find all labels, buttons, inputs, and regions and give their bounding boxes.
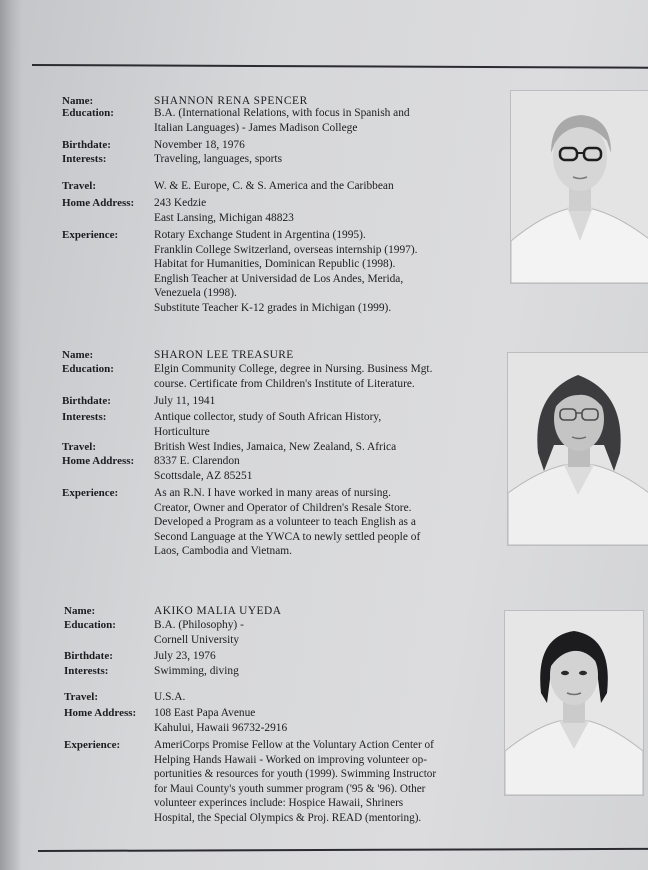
birthdate-label: Birthdate: [62,395,111,407]
birthdate-label: Birthdate: [62,139,111,151]
education-value [154,618,244,647]
experience-line: portunities & resources for youth (1999). Swimming Instructor [154,768,437,780]
education-line: B.A. (Philosophy) - [154,619,244,631]
experience-value [154,486,420,559]
address-line: 108 East Papa Avenue [154,707,256,719]
education-label: Education: [64,619,116,631]
travel-label: Travel: [62,441,97,453]
portrait-photo-2 [507,352,648,546]
profile-entry-1 [62,94,512,314]
education-label: Education: [62,363,114,375]
address-line: Scottsdale, AZ 85251 [154,469,253,482]
interests-line: Horticulture [154,425,210,438]
top-rule [32,64,648,69]
profile-name: AKIKO MALIA UYEDA [154,605,282,617]
profile-entry-2 [62,348,512,568]
home-address-label: Home Address: [62,197,135,209]
travel-value: U.S.A. [154,691,186,703]
interests-label: Interests: [62,411,107,423]
interests-line: Antique collector, study of South African History, [154,411,382,423]
travel-label: Travel: [62,180,97,192]
home-address-label: Home Address: [62,455,135,467]
experience-line: Rotary Exchange Student in Argentina (1995). [154,229,366,241]
interests-value: Swimming, diving [154,665,239,677]
portrait-photo-1 [510,90,648,284]
experience-line: English Teacher at Universidad de Los Andes, Merida, [154,272,404,285]
experience-line: Substitute Teacher K-12 grades in Michigan (1999). [154,301,392,314]
experience-label: Experience: [62,487,119,499]
birthdate-label: Birthdate: [64,650,113,662]
profile-name: SHANNON RENA SPENCER [154,95,308,107]
experience-line: Venezuela (1998). [154,287,237,299]
birthdate-value: November 18, 1976 [154,139,245,151]
name-label: Name: [62,349,94,361]
education-line: course. Certificate from Children's Institute of Literature. [154,377,415,390]
education-line: Italian Languages) - James Madison College [154,121,358,134]
address-line: 243 Kedzie [154,197,207,209]
experience-line: Second Language at the YWCA to newly settled people of [154,530,421,543]
home-address-value [154,706,287,735]
experience-line: for Maui County's youth summer program ('95 & '96). Other [154,782,426,795]
education-value [154,106,410,135]
experience-value [154,228,418,315]
experience-line: Creator, Owner and Operator of Children's Resale Store. [154,501,412,514]
bottom-rule [38,848,648,852]
address-line: Kahului, Hawaii 96732-2916 [154,721,288,734]
experience-line: Laos, Cambodia and Vietnam. [154,545,292,557]
interests-label: Interests: [64,665,109,677]
travel-value: British West Indies, Jamaica, New Zealand, S. Africa [154,441,397,453]
interests-value [154,410,381,439]
address-line: East Lansing, Michigan 48823 [154,211,294,224]
address-line: 8337 E. Clarendon [154,455,240,467]
experience-label: Experience: [62,229,119,241]
experience-line: Hospital, the Special Olympics & Proj. READ (mentoring). [154,811,422,824]
experience-line: Franklin College Switzerland, overseas internship (1997). [154,243,418,256]
experience-line: As an R.N. I have worked in many areas of nursing. [154,487,391,499]
interests-label: Interests: [62,153,107,165]
experience-label: Experience: [64,739,121,751]
name-label: Name: [64,605,96,617]
portrait-photo-3 [504,610,644,796]
profile-entry-3 [64,604,514,824]
experience-line: Habitat for Humanities, Dominican Republic (1998). [154,258,396,270]
education-line: Elgin Community College, degree in Nursing. Business Mgt. [154,363,433,375]
birthdate-value: July 23, 1976 [154,650,216,662]
interests-value: Traveling, languages, sports [154,153,283,165]
experience-line: AmeriCorps Promise Fellow at the Voluntary Action Center of [154,739,434,751]
name-label: Name: [62,95,94,107]
experience-line: volunteer experinces include: Hospice Hawaii, Shriners [154,797,404,809]
education-label: Education: [62,107,114,119]
home-address-value [154,196,294,225]
page-binding-shadow [0,0,22,870]
birthdate-value: July 11, 1941 [154,395,216,407]
home-address-value [154,454,252,483]
education-line: B.A. (International Relations, with focus in Spanish and [154,107,410,119]
education-value [154,362,432,391]
profile-name: SHARON LEE TREASURE [154,349,294,361]
travel-label: Travel: [64,691,99,703]
experience-line: Helping Hands Hawaii - Worked on improving volunteer op- [154,753,427,766]
home-address-label: Home Address: [64,707,137,719]
travel-value: W. & E. Europe, C. & S. America and the Caribbean [154,180,394,192]
experience-line: Developed a Program as a volunteer to teach English as a [154,516,416,528]
education-line: Cornell University [154,633,240,646]
experience-value [154,738,436,825]
